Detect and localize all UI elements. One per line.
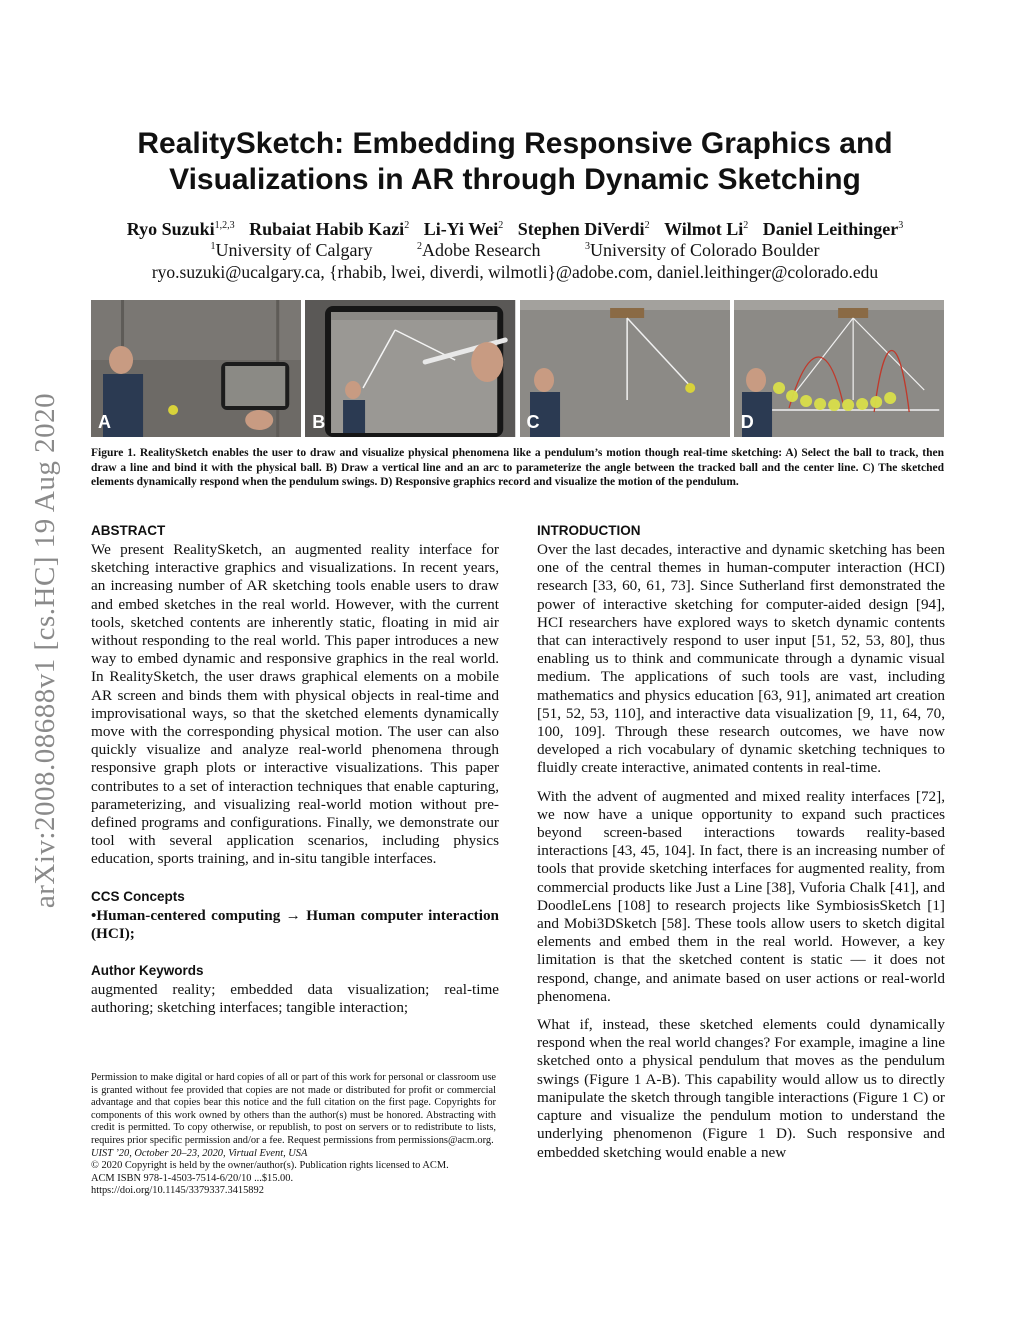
abstract-heading: ABSTRACT (91, 523, 166, 538)
title-line-1: RealitySketch: Embedding Responsive Graphics and (137, 127, 893, 160)
affiliation: $^1$University of Calgary (210, 240, 373, 260)
figure-panel-b (305, 300, 515, 437)
panel-a-photo (91, 300, 301, 437)
ccs-concepts-text: •Human-centered computing → Human computer interaction (HCI); (91, 906, 499, 942)
keywords-heading: Author Keywords (91, 963, 204, 979)
affiliation-list (80, 240, 950, 261)
figure-1-caption: Figure 1. RealitySketch enables the user to draw and visualize physical phenomena like a pendulum’s motion though real-time sketching: A) Select the ball to track, then draw a line and bind it with the physical ball. B) Draw a vertical line and an arc to parameterize the angle between the tracked ball and the center line. C) The sketched elements dynamically respond when the pendulum swings. D) Responsive graphics record and visualize the motion of the pendulum. (91, 447, 944, 488)
permission-notice: Permission to make digital or hard copies of all or part of this work for personal or classroom use is granted without fee provided that copies are not made or distributed for profit or commercial advantage and that copies bear this notice and the full citation on the first page. Copyrights for components of this work owned by others than the author(s) must be honored. Abstracting with credit is permitted. To copy otherwise, or republish, to post on servers or to redistribute to lists, requires prior specific permission and/or a fee. Request permissions from permissions@acm.org. (91, 1072, 496, 1146)
arxiv-identifier-stamp (31, 345, 61, 955)
figure-1-photo-strip (91, 300, 944, 437)
figure-panel-a (91, 300, 301, 437)
author: Daniel Leithinger$^3$ (762, 219, 904, 239)
isbn-line: ACM ISBN 978-1-4503-7514-6/20/10 ...$15.00. (91, 1172, 294, 1184)
figure-panel-d (734, 300, 944, 437)
intro-paragraph: With the advent of augmented and mixed reality interfaces [72], we now have a unique opportunity to expand such practices beyond screen-based interactions towards reality-based interactions [43, 45, 104]. In fact, there is an increasing number of tools that provide sketching interfaces for augmented reality, from commercial products like Just a Line [38], Vuforia Chalk [41], and DoodleLens [108] to research projects like SymbiosisSketch [1] and Mobi3DSketch [58]. These tools allow users to sketch digital elements and embed them in the real world. However, a key limitation is that the sketched content is static — it does not respond, change, and animate based on user actions or real-world phenomena. (537, 787, 945, 1005)
panel-c-photo (520, 300, 730, 437)
conference-venue: UIST ’20, October 20–23, 2020, Virtual Event, USA (91, 1147, 308, 1159)
intro-paragraph: Over the last decades, interactive and dynamic sketching has been one of the central themes in human-computer interaction (HCI) research [33, 60, 61, 73]. Since Sutherland first demonstrated the power of interactive sketching for computer-aided design [94], HCI researchers have explored ways to sketch dynamic contents that can interactively respond to user input [51, 52, 53, 80], thus enabling us to think and communicate through a dynamic visual medium. The applications of such tools are vast, including mathematics and physics education [63, 91], animated art creation [51, 52, 53, 110], and interactive data visualization [9, 11, 64, 70, 100, 109]. Through these research outcomes, we have now developed a rich vocabulary of dynamic sketching techniques to fluidly create interactive, animated contents in real-time. (537, 541, 945, 777)
right-column (537, 523, 945, 1172)
figure-panel-c (520, 300, 730, 437)
panel-label: B (312, 412, 326, 432)
title-line-2: Visualizations in AR through Dynamic Sketching (169, 163, 861, 196)
abstract-text: We present RealitySketch, an augmented reality interface for sketching interactive graphics and visualizations. In recent years, an increasing number of AR sketching tools enable users to draw and embed sketches in the real world. However, with the current tools, sketched contents are inherently static, floating in mid air without responding to the real world. This paper introduces a new way to embed dynamic and responsive graphics in the real world. In RealitySketch, the user draws graphical elements on a mobile AR screen and binds them with physical objects in real-time and improvisational ways, so that the sketched elements dynamically move with the corresponding physical motion. The user can also quickly visualize and analyze real-world phenomena through responsive graph plots or interactive visualizations. This paper contributes to a set of interaction techniques that enable capturing, parameterizing, and visualizing real-world motion without pre-defined programs and configurations. Finally, we demonstrate our tool with several application scenarios, including physics education, sports training, and in-situ tangible interfaces. (91, 541, 499, 868)
panel-label: D (740, 412, 754, 432)
keywords-text: augmented reality; embedded data visualization; real-time authoring; sketching interfaces; tangible interaction; (91, 981, 499, 1017)
panel-b-photo (305, 300, 515, 437)
author: Stephen DiVerdi$^2$ (517, 219, 650, 239)
panel-label: C (526, 412, 540, 432)
arxiv-stamp-text: arXiv:2008.08688v1 [cs.HC] 19 Aug 2020 (29, 392, 62, 908)
affiliation: $^3$University of Colorado Boulder (584, 240, 820, 260)
doi-link[interactable]: https://doi.org/10.1145/3379337.3415892 (91, 1185, 264, 1197)
author: Ryo Suzuki$^{1,2,3}$ (126, 219, 235, 239)
intro-paragraph: What if, instead, these sketched elements could dynamically respond when the real world changes? For example, imagine a line sketched onto a physical pendulum that moves as the pendulum swings (Figure 1 A-B). This capability would allow us to directly manipulate the sketch through tangible interactions (Figure 1 C) or capture and visualize the pendulum motion to understand the underlying phenomenon (Figure 1 D). Such responsive and embedded sketching would enable a new (537, 1016, 945, 1161)
copyright-line: © 2020 Copyright is held by the owner/author(s). Publication rights licensed to ACM. (91, 1160, 449, 1172)
author-list (80, 219, 950, 240)
author: Rubaiat Habib Kazi$^2$ (249, 219, 410, 239)
author-emails: ryo.suzuki@ucalgary.ca, {rhabib, lwei, diverdi, wilmotli}@adobe.com, daniel.leithinger@colorado.edu (151, 262, 879, 282)
left-column (91, 523, 499, 1027)
ccs-heading: CCS Concepts (91, 888, 185, 904)
affiliation: $^2$Adobe Research (417, 240, 541, 260)
panel-label: A (98, 412, 111, 432)
panel-d-photo (734, 300, 944, 437)
author: Wilmot Li$^2$ (664, 219, 749, 239)
paper-title (80, 126, 950, 198)
author: Li-Yi Wei$^2$ (423, 219, 504, 239)
permission-notice-block (91, 1072, 496, 1198)
introduction-heading: INTRODUCTION (537, 523, 641, 538)
